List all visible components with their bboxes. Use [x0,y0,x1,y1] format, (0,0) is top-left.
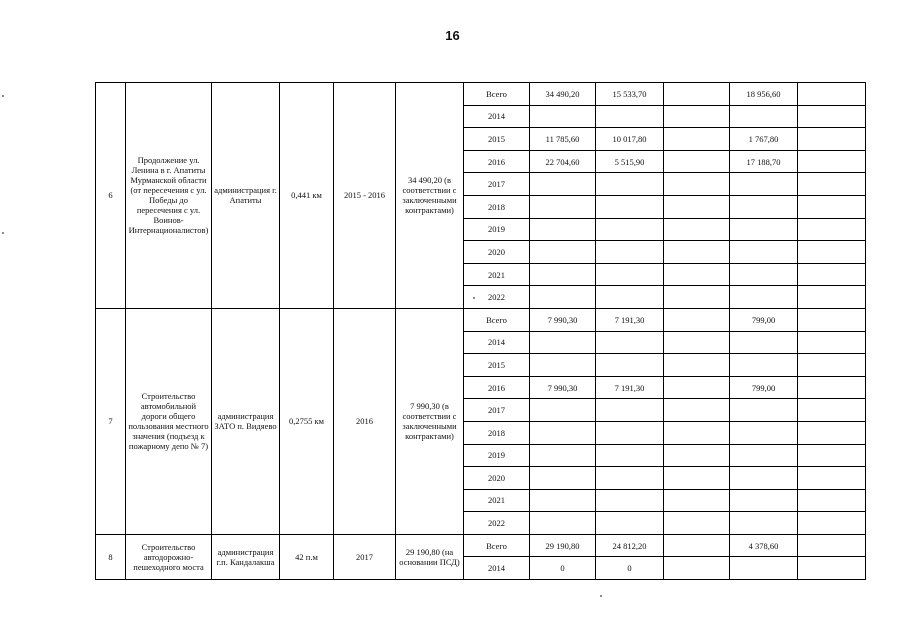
funding-cell-3 [730,444,798,467]
funding-cell-1: 0 [596,557,664,580]
funding-cell-2 [664,444,730,467]
funding-cell-4 [798,512,866,535]
funding-cell-2 [664,421,730,444]
project-capacity: 42 п.м [280,534,334,579]
table-row [96,83,866,106]
funding-cell-1 [596,173,664,196]
total-cell [530,354,596,377]
funding-cell-3 [730,331,798,354]
table-row [96,308,866,331]
funding-cell-3 [730,467,798,490]
total-cell [530,286,596,309]
year-cell: 2015 [464,128,530,151]
funding-cell-2 [664,331,730,354]
funding-cell-4 [798,557,866,580]
funding-cell-1 [596,241,664,264]
funding-cell-3: 1 767,80 [730,128,798,151]
project-customer: администрация г. Апатиты [212,83,280,309]
project-capacity: 0,2755 км [280,308,334,534]
year-cell: 2022 [464,286,530,309]
funding-cell-4 [798,241,866,264]
funding-cell-1 [596,286,664,309]
funding-cell-1 [596,195,664,218]
project-name: Строительство автомобильной дороги общего пользования местного значения (подъезд к пожарному депо № 7) [126,308,212,534]
funding-cell-4 [798,150,866,173]
project-name: Строительство автодорожно-пешеходного моста [126,534,212,579]
year-cell: 2016 [464,150,530,173]
year-cell: 2020 [464,467,530,490]
funding-cell-1: 10 017,80 [596,128,664,151]
funding-cell-3 [730,557,798,580]
page-number: 16 [445,28,460,43]
funding-cell-2 [664,195,730,218]
scan-speck [2,232,4,234]
funding-cell-3 [730,218,798,241]
scan-speck [600,595,602,597]
year-cell: 2021 [464,489,530,512]
year-cell: 2019 [464,218,530,241]
funding-cell-2 [664,128,730,151]
total-cell [530,241,596,264]
funding-cell-3 [730,286,798,309]
project-cost: 29 190,80 (на основании ПСД) [396,534,464,579]
funding-cell-4 [798,489,866,512]
funding-cell-4 [798,195,866,218]
year-cell: 2018 [464,421,530,444]
funding-cell-3 [730,354,798,377]
project-customer: администрация г.п. Кандалакша [212,534,280,579]
funding-cell-2 [664,173,730,196]
year-cell: Всего [464,534,530,557]
funding-cell-2 [664,263,730,286]
total-cell [530,218,596,241]
funding-cell-3: 17 188,70 [730,150,798,173]
funding-cell-3: 799,00 [730,308,798,331]
funding-cell-4 [798,128,866,151]
total-cell: 29 190,80 [530,534,596,557]
year-cell: Всего [464,308,530,331]
funding-cell-1 [596,354,664,377]
project-period: 2016 [334,308,396,534]
funding-cell-2 [664,241,730,264]
funding-cell-1: 15 533,70 [596,83,664,106]
table-row [96,534,866,557]
total-cell [530,105,596,128]
funding-cell-1 [596,444,664,467]
total-cell: 0 [530,557,596,580]
year-cell: 2022 [464,512,530,535]
funding-cell-4 [798,286,866,309]
funding-cell-2 [664,354,730,377]
funding-cell-1 [596,263,664,286]
year-cell: 2018 [464,195,530,218]
project-period: 2015 - 2016 [334,83,396,309]
funding-cell-3 [730,399,798,422]
project-number: 8 [96,534,126,579]
funding-cell-4 [798,421,866,444]
total-cell: 22 704,60 [530,150,596,173]
total-cell [530,195,596,218]
budget-table [95,82,866,580]
total-cell [530,331,596,354]
funding-cell-4 [798,467,866,490]
funding-cell-2 [664,534,730,557]
project-cost: 7 990,30 (в соответствии с заключенными контрактами) [396,308,464,534]
funding-cell-4 [798,173,866,196]
project-number: 7 [96,308,126,534]
funding-cell-4 [798,308,866,331]
year-cell: 2017 [464,399,530,422]
total-cell [530,399,596,422]
total-cell [530,421,596,444]
year-cell: Всего [464,83,530,106]
funding-cell-2 [664,557,730,580]
total-cell: 34 490,20 [530,83,596,106]
funding-cell-2 [664,399,730,422]
year-cell: 2021 [464,263,530,286]
total-cell [530,444,596,467]
funding-cell-1 [596,399,664,422]
funding-cell-1: 7 191,30 [596,308,664,331]
project-period: 2017 [334,534,396,579]
funding-cell-4 [798,444,866,467]
funding-cell-1 [596,331,664,354]
year-cell: 2017 [464,173,530,196]
funding-cell-1: 5 515,90 [596,150,664,173]
funding-cell-3 [730,421,798,444]
funding-cell-1 [596,512,664,535]
total-cell [530,173,596,196]
year-cell: 2014 [464,331,530,354]
total-cell [530,263,596,286]
total-cell [530,512,596,535]
project-capacity: 0,441 км [280,83,334,309]
funding-cell-2 [664,512,730,535]
total-cell: 11 785,60 [530,128,596,151]
project-cost: 34 490,20 (в соответствии с заключенными контрактами) [396,83,464,309]
funding-cell-1 [596,489,664,512]
total-cell [530,467,596,490]
funding-cell-2 [664,218,730,241]
funding-cell-2 [664,308,730,331]
funding-cell-2 [664,105,730,128]
funding-cell-3 [730,195,798,218]
funding-cell-3 [730,489,798,512]
funding-cell-4 [798,218,866,241]
scan-speck [2,95,4,97]
funding-cell-1: 7 191,30 [596,376,664,399]
year-cell: 2015 [464,354,530,377]
funding-cell-4 [798,331,866,354]
year-cell: 2014 [464,557,530,580]
funding-cell-2 [664,83,730,106]
year-cell: 2020 [464,241,530,264]
funding-cell-3 [730,512,798,535]
funding-cell-2 [664,150,730,173]
funding-cell-3: 799,00 [730,376,798,399]
funding-cell-2 [664,467,730,490]
funding-cell-2 [664,489,730,512]
funding-cell-1: 24 812,20 [596,534,664,557]
funding-cell-1 [596,105,664,128]
project-name: Продолжение ул. Ленина в г. Апатиты Мурманской области (от пересечения с ул. Победы до пересечения с ул. Воинов-Интернационалистов) [126,83,212,309]
funding-cell-3: 4 378,60 [730,534,798,557]
funding-cell-3 [730,263,798,286]
funding-cell-4 [798,83,866,106]
project-customer: администрация ЗАТО п. Видяево [212,308,280,534]
funding-cell-4 [798,376,866,399]
total-cell [530,489,596,512]
total-cell: 7 990,30 [530,308,596,331]
funding-cell-1 [596,467,664,490]
scan-speck [473,297,475,299]
funding-cell-4 [798,399,866,422]
funding-cell-4 [798,354,866,377]
year-cell: 2016 [464,376,530,399]
funding-cell-1 [596,421,664,444]
year-cell: 2019 [464,444,530,467]
funding-cell-3: 18 956,60 [730,83,798,106]
funding-cell-4 [798,105,866,128]
funding-cell-3 [730,105,798,128]
funding-cell-1 [596,218,664,241]
year-cell: 2014 [464,105,530,128]
funding-cell-3 [730,241,798,264]
total-cell: 7 990,30 [530,376,596,399]
funding-cell-2 [664,286,730,309]
funding-cell-3 [730,173,798,196]
project-number: 6 [96,83,126,309]
funding-cell-4 [798,534,866,557]
funding-cell-2 [664,376,730,399]
funding-cell-4 [798,263,866,286]
